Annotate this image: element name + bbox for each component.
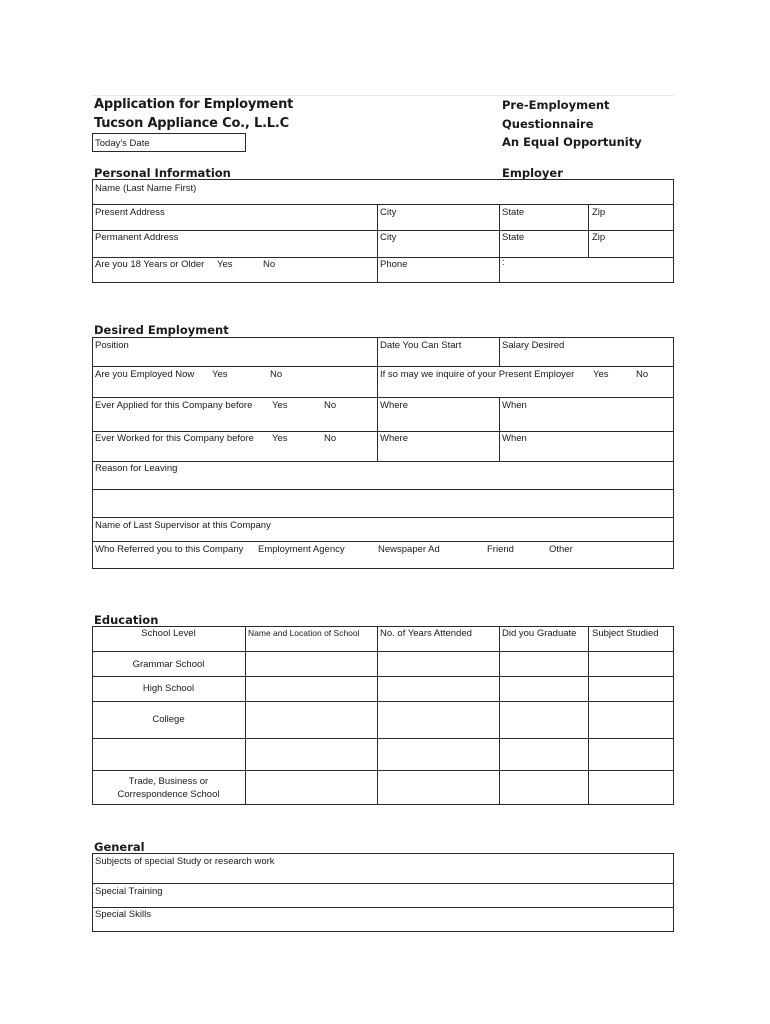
row-divider (92, 517, 674, 518)
col-school-name: Name and Location of School (248, 628, 360, 638)
permanent-state-field[interactable]: State (502, 232, 525, 243)
phone-mark: : (502, 257, 505, 268)
employed-now-question: Are you Employed Now (95, 369, 195, 380)
trade-school-row-line2: Correspondence School (117, 789, 220, 800)
inquire-no[interactable]: No (636, 369, 649, 380)
row-divider (92, 461, 674, 462)
todays-date-label: Today's Date (95, 138, 150, 149)
special-skills-field[interactable]: Special Skills (95, 909, 151, 920)
row-divider (92, 230, 674, 231)
permanent-address-field[interactable]: Permanent Address (95, 232, 179, 243)
row-divider (92, 738, 674, 739)
col-years-attended: No. of Years Attended (380, 628, 472, 639)
age-question: Are you 18 Years or Older (95, 259, 205, 270)
grammar-school-row: Grammar School (132, 659, 205, 670)
general-heading: General (94, 840, 145, 854)
row-divider (92, 770, 674, 771)
col-divider (499, 337, 500, 366)
college-row: College (152, 714, 185, 725)
col-divider (377, 626, 378, 805)
high-school-row: High School (142, 683, 195, 694)
desired-employment-heading: Desired Employment (94, 323, 229, 337)
special-study-field[interactable]: Subjects of special Study or research work (95, 856, 275, 867)
applied-before-question: Ever Applied for this Company before (95, 400, 253, 411)
top-gridline (92, 95, 674, 96)
row-divider (92, 651, 674, 652)
row-divider (92, 907, 674, 908)
applied-before-no[interactable]: No (324, 400, 337, 411)
row-divider (92, 397, 674, 398)
referral-friend-option[interactable]: Friend (487, 544, 514, 555)
row-divider (92, 541, 674, 542)
present-city-field[interactable]: City (380, 207, 397, 218)
col-divider (588, 204, 589, 257)
reason-leaving-field[interactable]: Reason for Leaving (95, 463, 178, 474)
special-training-field[interactable]: Special Training (95, 886, 163, 897)
present-zip-field[interactable]: Zip (592, 207, 606, 218)
name-field[interactable]: Name (Last Name First) (95, 183, 197, 194)
applied-where-field[interactable]: Where (380, 400, 408, 411)
last-supervisor-field[interactable]: Name of Last Supervisor at this Company (95, 520, 271, 531)
row-divider (92, 431, 674, 432)
inquire-yes[interactable]: Yes (593, 369, 609, 380)
form-title: Application for Employment (94, 97, 294, 112)
referral-other-option[interactable]: Other (549, 544, 573, 555)
employed-now-no[interactable]: No (270, 369, 283, 380)
employed-now-yes[interactable]: Yes (212, 369, 228, 380)
col-subject: Subject Studied (592, 628, 659, 639)
row-divider (92, 701, 674, 702)
row-divider (92, 204, 674, 205)
col-divider (499, 204, 500, 283)
worked-before-question: Ever Worked for this Company before (95, 433, 254, 444)
worked-where-field[interactable]: Where (380, 433, 408, 444)
row-divider (92, 257, 674, 258)
row-divider (92, 676, 674, 677)
col-divider (499, 397, 500, 461)
trade-school-row: Trade, Business or (128, 776, 209, 787)
row-divider (92, 489, 674, 490)
age-no-option[interactable]: No (263, 259, 276, 270)
col-divider (245, 626, 246, 805)
questionnaire-line1: Pre-Employment (502, 98, 610, 112)
age-yes-option[interactable]: Yes (217, 259, 233, 270)
col-school-level: School Level (141, 628, 196, 639)
education-heading: Education (94, 613, 159, 627)
permanent-city-field[interactable]: City (380, 232, 397, 243)
inquire-employer-question: If so may we inquire of your Present Employer (380, 369, 575, 380)
position-field[interactable]: Position (95, 340, 129, 351)
row-divider (92, 883, 674, 884)
date-start-field[interactable]: Date You Can Start (380, 340, 462, 351)
phone-field[interactable]: Phone (380, 259, 408, 270)
salary-field[interactable]: Salary Desired (502, 340, 565, 351)
personal-info-heading: Personal Information (94, 166, 231, 180)
row-divider (92, 366, 674, 367)
referred-question: Who Referred you to this Company (95, 544, 244, 555)
referral-newspaper-option[interactable]: Newspaper Ad (378, 544, 440, 555)
col-divider (377, 204, 378, 283)
questionnaire-line4: Employer (502, 166, 563, 180)
col-divider (377, 337, 378, 461)
permanent-zip-field[interactable]: Zip (592, 232, 606, 243)
company-name: Tucson Appliance Co., L.L.C (94, 116, 289, 131)
present-address-field[interactable]: Present Address (95, 207, 165, 218)
worked-when-field[interactable]: When (502, 433, 527, 444)
present-state-field[interactable]: State (502, 207, 525, 218)
col-graduate: Did you Graduate (502, 628, 577, 639)
col-divider (588, 626, 589, 805)
questionnaire-line2: Questionnaire (502, 117, 594, 131)
worked-before-yes[interactable]: Yes (272, 433, 288, 444)
applied-when-field[interactable]: When (502, 400, 527, 411)
questionnaire-line3: An Equal Opportunity (502, 135, 642, 149)
referral-agency-option[interactable]: Employment Agency (258, 544, 345, 555)
col-divider (499, 626, 500, 805)
worked-before-no[interactable]: No (324, 433, 337, 444)
applied-before-yes[interactable]: Yes (272, 400, 288, 411)
